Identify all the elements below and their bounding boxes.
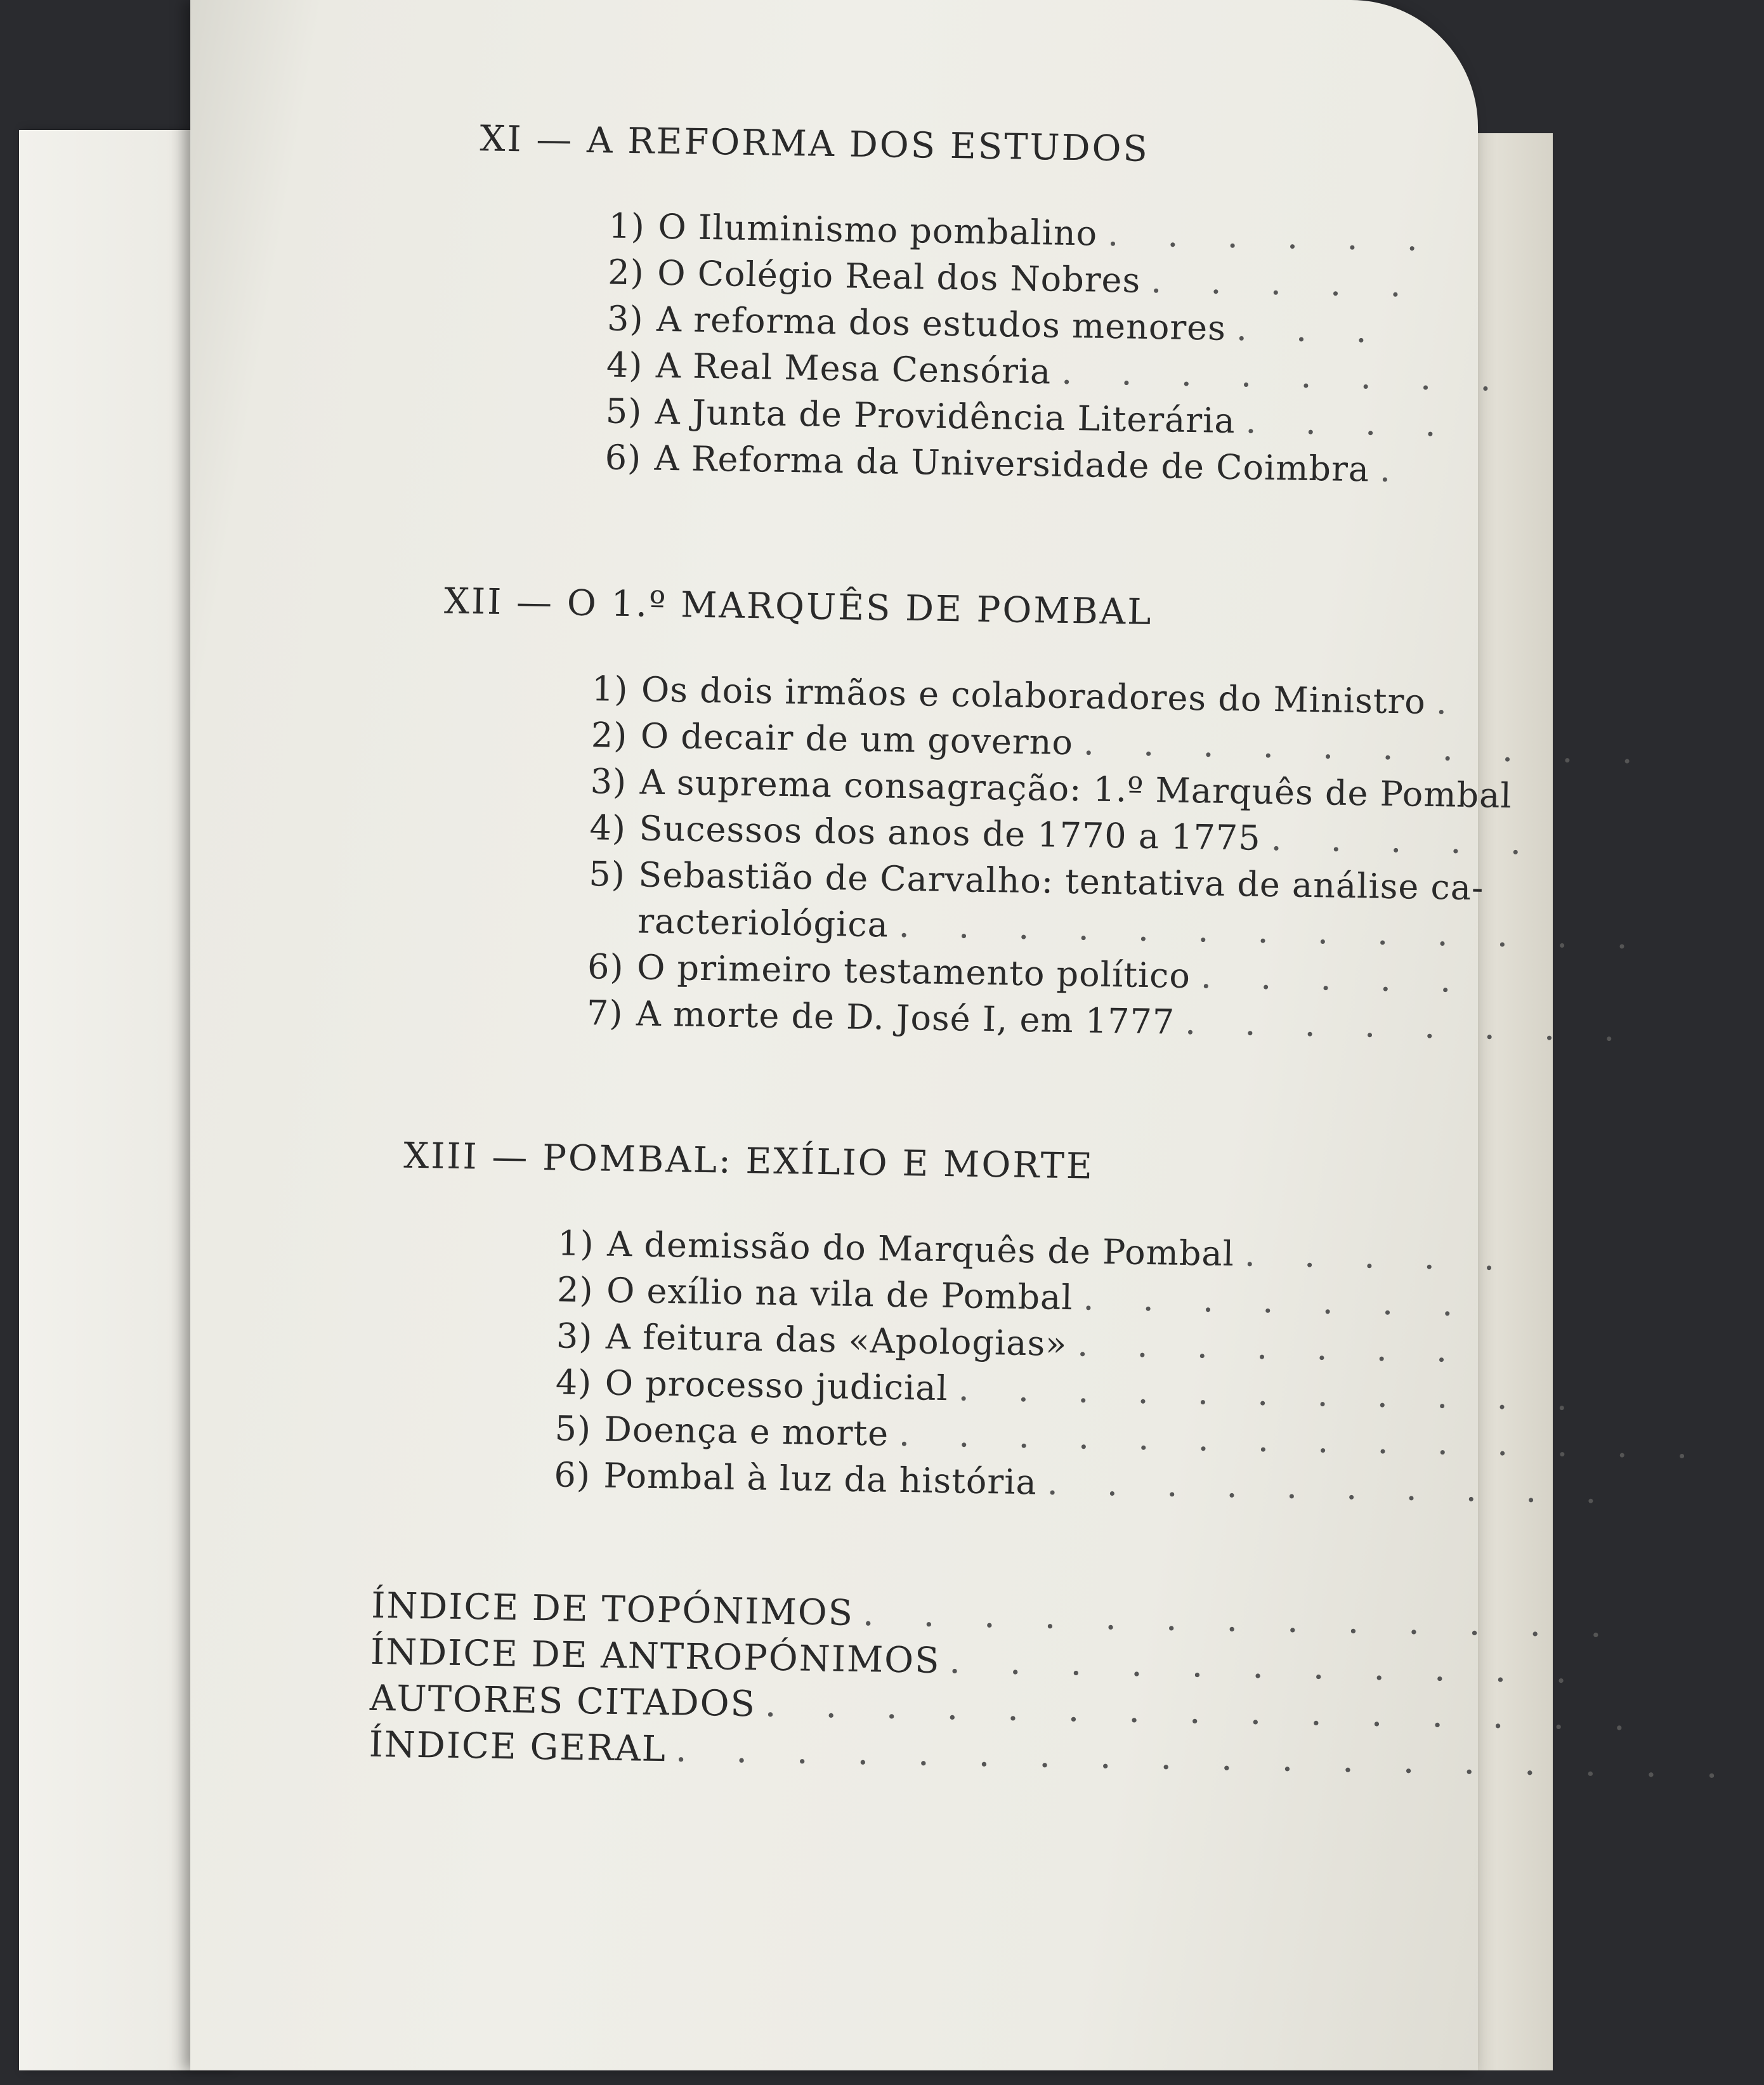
toc-entry bbox=[589, 807, 1540, 863]
toc-entry bbox=[554, 1454, 1616, 1511]
entry-text: O processo judicial bbox=[604, 1363, 949, 1409]
leader-dots: . . . . . . . . . . . bbox=[958, 1368, 1587, 1418]
leader-dots: . bbox=[1379, 449, 1410, 490]
entry-number: 4) bbox=[589, 807, 627, 849]
entry-text: A feitura das «Apologias» bbox=[605, 1316, 1068, 1364]
leader-dots: . . . . . . . . . . . bbox=[948, 1640, 1586, 1692]
entry-text: O Colégio Real dos Nobres bbox=[657, 252, 1141, 301]
leader-dots: . . . . . . . . . . . . . . . bbox=[764, 1683, 1645, 1739]
entry-text: A morte de D. José I, em 1777 bbox=[636, 993, 1175, 1042]
entry-number: 5) bbox=[554, 1408, 592, 1449]
leader-dots: . . . . . . . bbox=[1076, 1324, 1467, 1370]
entry-text: O primeiro testamento político bbox=[636, 947, 1191, 997]
leader-dots: . . . . . . . . bbox=[1184, 1002, 1635, 1050]
entry-text: Doença e morte bbox=[604, 1409, 889, 1454]
leader-dots: . . . . . . . bbox=[1083, 1278, 1473, 1324]
toc-entry bbox=[592, 669, 1467, 722]
leader-dots: . . . . . . bbox=[1107, 213, 1437, 259]
toc-entry bbox=[606, 344, 1511, 398]
toc-entry bbox=[590, 761, 1512, 816]
entry-number: 6) bbox=[587, 946, 625, 988]
entry-text: Sucessos dos anos de 1770 a 1775 bbox=[639, 808, 1262, 858]
entry-number: 2) bbox=[591, 715, 628, 756]
entry-text: O exílio na vila de Pombal bbox=[606, 1270, 1074, 1318]
entry-number: 5) bbox=[605, 391, 643, 432]
entry-text: A Reforma da Universidade de Coimbra bbox=[654, 438, 1370, 490]
leader-dots: . . . bbox=[1236, 308, 1387, 351]
entry-number: 4) bbox=[606, 344, 643, 386]
leader-dots: . . . . . . . . bbox=[1061, 351, 1511, 399]
leader-dots: . . . . bbox=[1245, 401, 1456, 445]
chapter-title: XII — O 1.º MARQUÊS DE POMBAL bbox=[443, 580, 1153, 634]
entry-text: A reforma dos estudos menores bbox=[656, 299, 1227, 348]
entry-number: 1) bbox=[608, 206, 646, 247]
entry-text: racteriológica bbox=[637, 901, 889, 945]
toc-entry bbox=[605, 391, 1455, 444]
entry-text: O decair de um governo bbox=[640, 716, 1074, 763]
entry-number: 1) bbox=[557, 1223, 595, 1264]
entry-number: 1) bbox=[591, 669, 629, 710]
toc-entry bbox=[607, 298, 1386, 350]
entry-number: 5) bbox=[588, 854, 626, 895]
chapter-title: XIII — POMBAL: EXÍLIO E MORTE bbox=[403, 1135, 1095, 1187]
toc-entry bbox=[587, 993, 1635, 1049]
entry-text: Os dois irmãos e colaboradores do Ministro bbox=[641, 669, 1427, 722]
entry-text: A demissão do Marquês de Pombal bbox=[606, 1224, 1235, 1274]
leader-dots: . . . . . . . . . . . . . bbox=[898, 905, 1647, 957]
entry-number: 2) bbox=[556, 1269, 594, 1310]
entry-text: Pombal à luz da história bbox=[603, 1455, 1038, 1503]
leader-dots: . . . . . bbox=[1244, 1234, 1514, 1279]
index-title: ÍNDICE DE ANTROPÓNIMOS bbox=[370, 1631, 941, 1682]
leader-dots: . . . . . bbox=[1150, 260, 1421, 305]
entry-number: 6) bbox=[554, 1454, 591, 1496]
leader-dots: . . . . . bbox=[1200, 956, 1470, 1000]
leader-dots: . . . . . . . . . . bbox=[1047, 1462, 1616, 1512]
entry-number: 3) bbox=[606, 298, 644, 339]
entry-text: A Real Mesa Censória bbox=[655, 345, 1052, 392]
entry-number: 6) bbox=[604, 437, 642, 478]
toc-entry bbox=[558, 1223, 1514, 1278]
entry-text: Sebastião de Carvalho: tentativa de análise ca- bbox=[637, 854, 1484, 908]
leader-dots: . . . . . . . . . . . . . . bbox=[898, 1413, 1707, 1467]
leader-dots: . . . . . bbox=[1271, 818, 1541, 863]
chapter-title: XI — A REFORMA DOS ESTUDOS bbox=[480, 118, 1150, 170]
toc-entry bbox=[589, 854, 1484, 908]
leader-dots: . . . . . . . . . . . . . bbox=[862, 1593, 1621, 1646]
leader-dots: . . . . . . . . . . . . . . . . . . bbox=[675, 1729, 1737, 1787]
toc-entry bbox=[608, 252, 1420, 304]
toc-entry bbox=[587, 946, 1470, 1000]
entry-number: 7) bbox=[586, 993, 624, 1034]
toc-entry bbox=[604, 437, 1409, 490]
entry-number: 2) bbox=[607, 252, 645, 293]
table-of-contents bbox=[174, 0, 1737, 2081]
leader-dots: . bbox=[1435, 682, 1467, 722]
toc-entry bbox=[555, 1362, 1586, 1418]
toc-entry bbox=[556, 1316, 1467, 1370]
entry-text: O Iluminismo pombalino bbox=[657, 206, 1098, 254]
index-title: ÍNDICE GERAL bbox=[369, 1723, 667, 1770]
entry-number: 4) bbox=[555, 1362, 592, 1403]
entry-text: A Junta de Providência Literária bbox=[655, 391, 1236, 441]
index-title: ÍNDICE DE TOPÓNIMOS bbox=[370, 1585, 854, 1634]
entry-number: 3) bbox=[590, 761, 627, 802]
toc-entry bbox=[557, 1269, 1472, 1324]
index-title: AUTORES CITADOS bbox=[369, 1677, 757, 1725]
leader-dots: . . . . . . . . . . bbox=[1083, 722, 1652, 772]
toc-entry bbox=[608, 206, 1437, 259]
entry-text: A suprema consagração: 1.º Marquês de Pombal bbox=[639, 762, 1513, 816]
entry-number: 3) bbox=[556, 1316, 593, 1357]
